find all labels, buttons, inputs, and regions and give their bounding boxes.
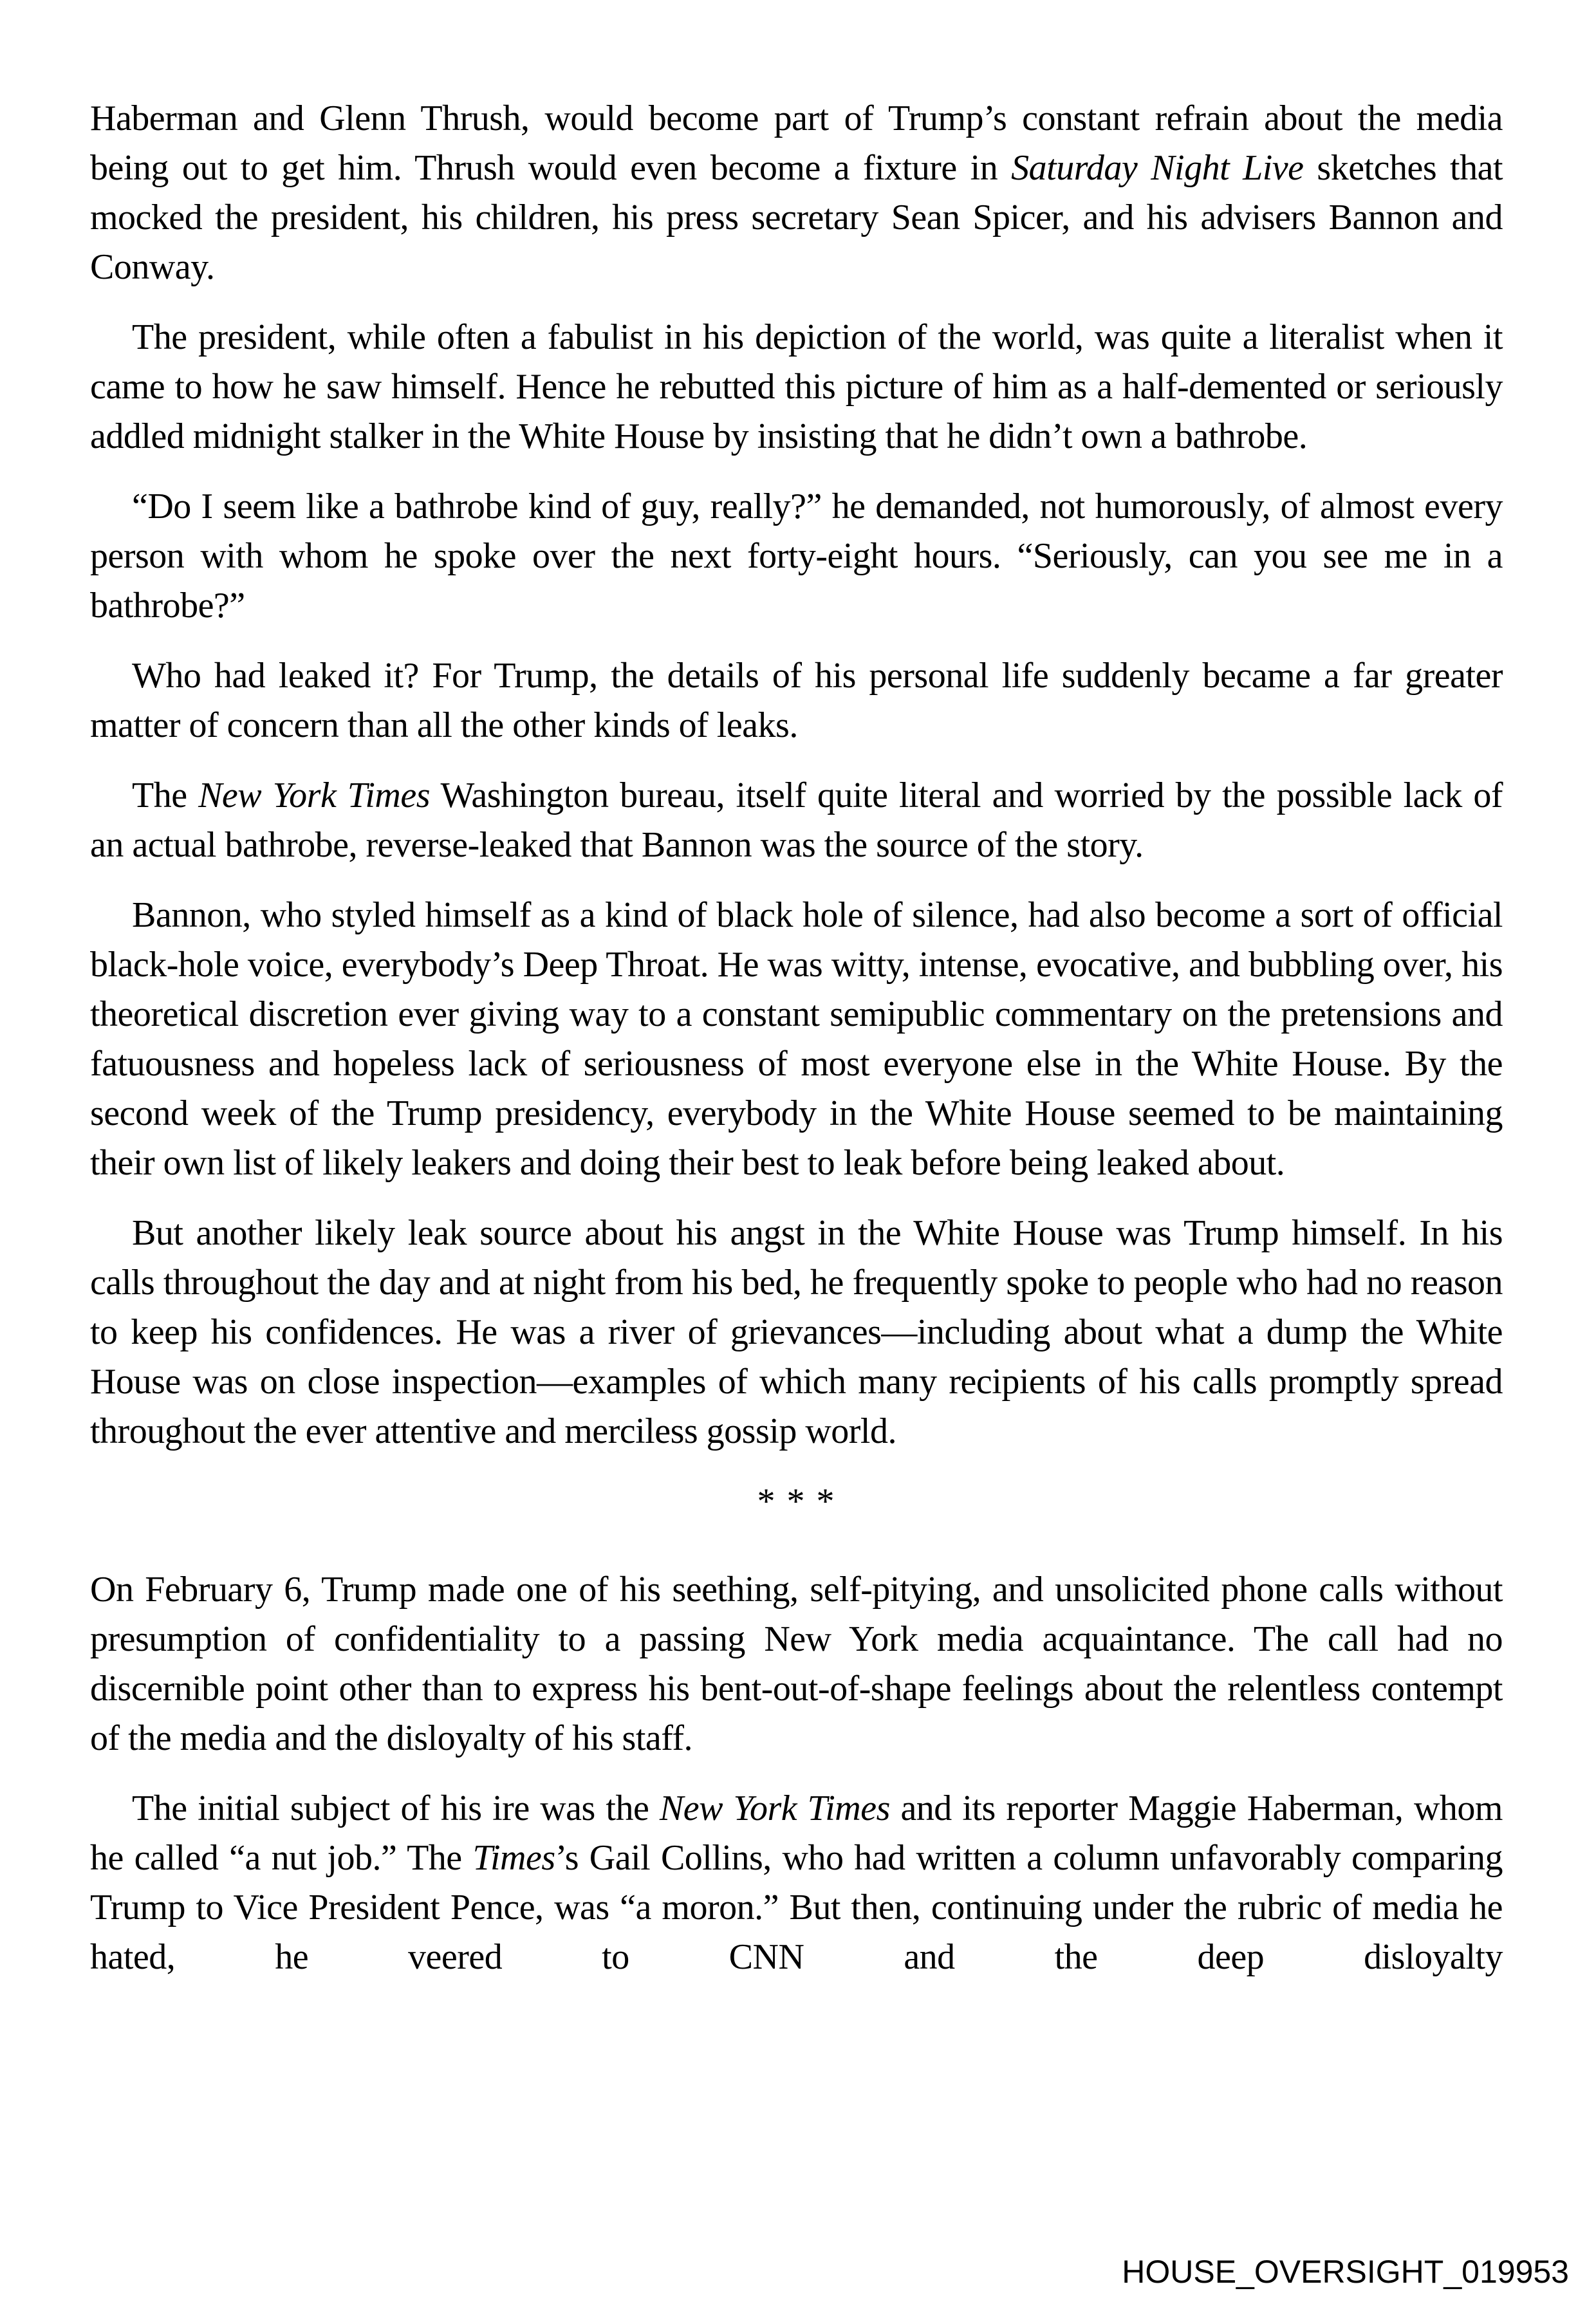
paragraph-5: [90, 771, 1503, 870]
text-run: Washington bureau, itself quite literal and worried by the possible lack of an actual bathrobe, reverse-leaked that Bannon was the source of the story.: [90, 775, 1503, 865]
body-text: [90, 94, 1503, 2003]
italic-title-saturday-night-live: Saturday Night Live: [1011, 148, 1304, 188]
text-run: and its reporter Maggie Haberman, whom he called “a nut job.” The: [90, 1788, 1503, 1878]
paragraph-8: [90, 1565, 1503, 1763]
italic-title-new-york-times: New York Times: [198, 775, 431, 815]
section-divider: * * *: [757, 1481, 836, 1521]
text-run: On February 6, Trump made one of his seething, self-pitying, and unsolicited phone calls without presumption of confidentiality to a passing New York media acquaintance. The call had no discernible point other than to express his bent-out-of-shape feelings about the relentless contempt of the media and the disloyalty of his staff.: [90, 1570, 1503, 1758]
text-run: sketches that mocked the president, his children, his press secretary Sean Spicer, and his advisers Bannon and Conway.: [90, 148, 1503, 287]
paragraph-9: [90, 1784, 1503, 1982]
paragraph-7: [90, 1209, 1503, 1456]
text-run: Who had leaked it? For Trump, the details of his personal life suddenly became a far greater matter of concern than all the other kinds of leaks.: [90, 656, 1503, 745]
paragraph-2: [90, 313, 1503, 461]
text-run: The: [132, 775, 199, 815]
text-run: ’s Gail Collins, who had written a column unfavorably comparing Trump to Vice President Pence, was “a moron.” But then, continuing under the rubric of media he hated, he veered to CNN and the deep disloyalty: [90, 1838, 1503, 1977]
italic-title-times: Times: [472, 1838, 555, 1878]
paragraph-4: [90, 651, 1503, 750]
paragraph-3: [90, 482, 1503, 631]
paragraph-1: [90, 94, 1503, 292]
text-run: The president, while often a fabulist in his depiction of the world, was quite a literalist when it came to how he saw himself. Hence he rebutted this picture of him as a half-demented or seriously addled midnight stalker in the White House by insisting that he didn’t own a bathrobe.: [90, 317, 1503, 456]
text-run: “Do I seem like a bathrobe kind of guy, really?” he demanded, not humorously, of almost every person with whom he spoke over the next forty-eight hours. “Seriously, can you see me in a bathrobe?”: [90, 487, 1503, 626]
text-run: The initial subject of his ire was the: [132, 1788, 660, 1828]
paragraph-6: [90, 891, 1503, 1188]
text-run: Bannon, who styled himself as a kind of black hole of silence, had also become a sort of official black-hole voice, everybody’s Deep Throat. He was witty, intense, evocative, and bubbling over, his theoretical discretion ever giving way to a constant semipublic commentary on the pretensions and fatuousness and hopeless lack of seriousness of most everyone else in the White House. By the second week of the Trump presidency, everybody in the White House seemed to be maintaining their own list of likely leakers and doing their best to leak before being leaked about.: [90, 895, 1503, 1183]
bates-stamp: HOUSE_OVERSIGHT_019953: [1122, 2254, 1569, 2290]
text-run: But another likely leak source about his angst in the White House was Trump himself. In his calls throughout the day and at night from his bed, he frequently spoke to people who had no reason to keep his confidences. He was a river of grievances—including about what a dump the White House was on close inspection—examples of which many recipients of his calls promptly spread throughout the ever attentive and merciless gossip world.: [90, 1213, 1503, 1451]
text-run: Haberman and Glenn Thrush, would become part of Trump’s constant refrain about the media being out to get him. Thrush would even become a fixture in: [90, 98, 1503, 188]
italic-title-new-york-times: New York Times: [659, 1788, 890, 1828]
